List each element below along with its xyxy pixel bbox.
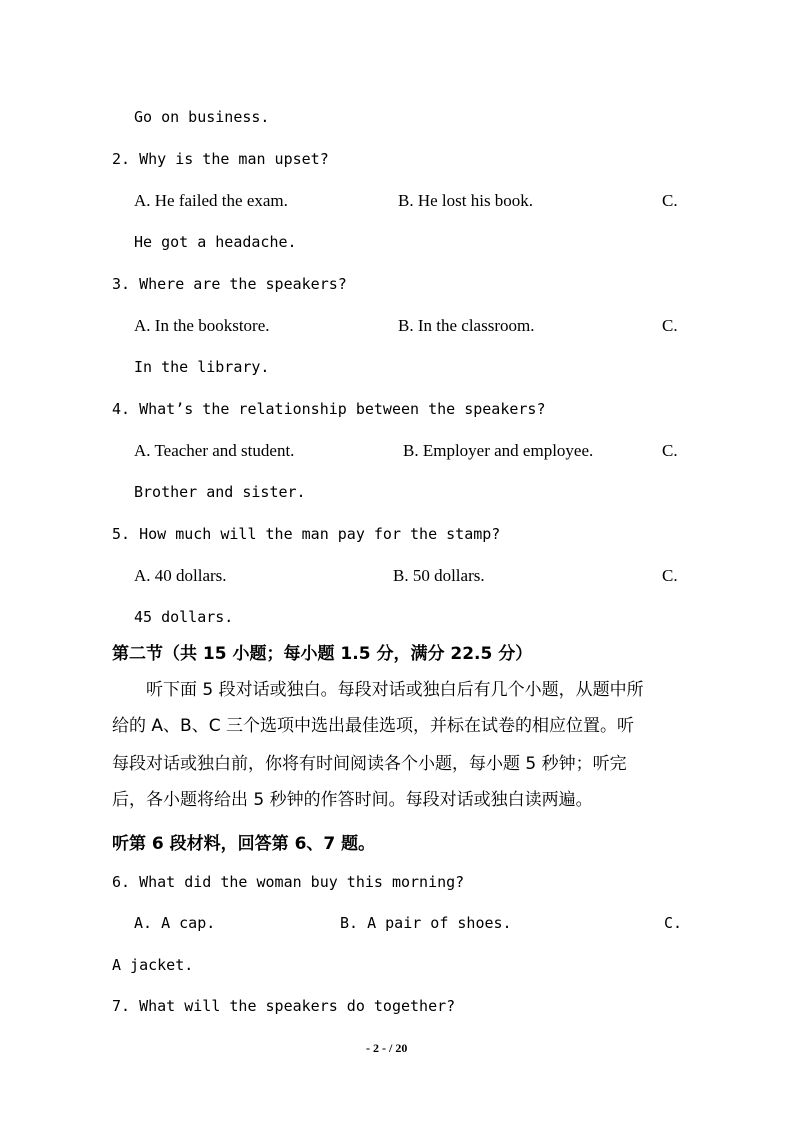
q2-question: 2. Why is the man upset?	[112, 150, 329, 168]
q2-option-a: A. He failed the exam.	[134, 191, 288, 210]
q3-option-a: A. In the bookstore.	[134, 316, 270, 335]
q3-option-b: B. In the classroom.	[398, 316, 535, 335]
q5-option-a: A. 40 dollars.	[134, 566, 227, 585]
q1-option-c-text: Go on business.	[134, 108, 270, 126]
q5-option-c-text: 45 dollars.	[134, 608, 234, 626]
section-heading: 第二节（共 15 小题；每小题 1.5 分，满分 22.5 分）	[112, 644, 533, 664]
q2-option-c-text: He got a headache.	[134, 233, 297, 251]
instruction-line-4: 后，各小题将给出 5 秒钟的作答时间。每段对话或独白读两遍。	[112, 790, 593, 810]
q5-option-c-label: C.	[662, 566, 678, 585]
q2-option-b: B. He lost his book.	[398, 191, 534, 210]
instruction-line-1: 听下面 5 段对话或独白。每段对话或独白后有几个小题，从题中所	[146, 680, 644, 700]
q4-option-a: A. Teacher and student.	[134, 441, 295, 460]
q4-option-b: B. Employer and employee.	[403, 441, 594, 460]
instruction-line-3: 每段对话或独白前，你将有时间阅读各个小题，每小题 5 秒钟；听完	[112, 754, 627, 774]
q6-option-c-text: A jacket.	[112, 956, 194, 974]
page-number: - 2 - / 20	[366, 1041, 408, 1055]
q2-option-c-label: C.	[662, 191, 678, 210]
q4-option-c-text: Brother and sister.	[134, 483, 306, 501]
q7-question: 7. What will the speakers do together?	[112, 997, 456, 1015]
q6-option-b: B. A pair of shoes.	[340, 914, 512, 932]
q3-option-c-label: C.	[662, 316, 678, 335]
q6-option-a: A. A cap.	[134, 914, 216, 932]
q4-option-c-label: C.	[662, 441, 678, 460]
q4-question: 4. What’s the relationship between the speakers?	[112, 400, 546, 418]
instruction-line-2: 给的 A、B、C 三个选项中选出最佳选项，并标在试卷的相应位置。听	[112, 716, 634, 736]
q3-option-c-text: In the library.	[134, 358, 270, 376]
q3-question: 3. Where are the speakers?	[112, 275, 347, 293]
q5-option-b: B. 50 dollars.	[393, 566, 485, 585]
q5-question: 5. How much will the man pay for the stamp?	[112, 525, 501, 543]
material-heading: 听第 6 段材料，回答第 6、7 题。	[112, 834, 376, 854]
q6-option-c-label: C.	[664, 914, 683, 932]
q6-question: 6. What did the woman buy this morning?	[112, 873, 465, 891]
